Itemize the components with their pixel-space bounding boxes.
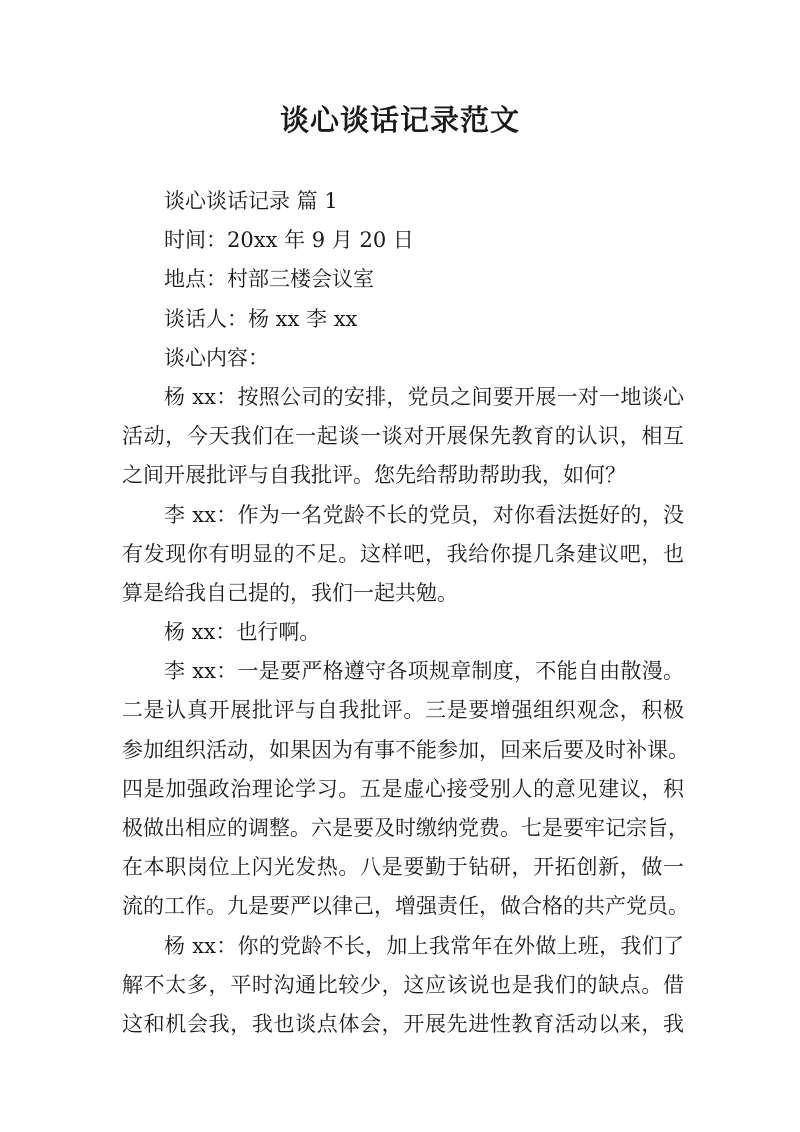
paragraph-line: 李 xx：一是要严格遵守各项规章制度，不能自由散漫。 [164, 659, 684, 684]
paragraph-line: 这和机会我，我也谈点体会，开展先进性教育活动以来，我 [122, 1011, 684, 1036]
heading-line-content-label: 谈心内容： [164, 345, 269, 370]
paragraph-line: 二是认真开展批评与自我批评。三是要增强组织观念，积极 [122, 698, 684, 723]
paragraph-line: 杨 xx：按照公司的安排，党员之间要开展一对一地谈心 [164, 384, 684, 409]
paragraph-line: 杨 xx：你的党龄不长，加上我常年在外做上班，我们了 [164, 933, 684, 958]
paragraph-3 [122, 613, 684, 652]
paragraph-5 [122, 927, 684, 1045]
heading-line-participants: 谈话人：杨 xx 李 xx [164, 306, 358, 331]
heading-line-location: 地点：村部三楼会议室 [164, 267, 374, 292]
heading-line-entry: 谈心谈话记录 篇 1 [164, 189, 338, 213]
paragraph-1 [122, 378, 684, 496]
paragraph-line: 在本职岗位上闪光发热。八是要勤于钻研，开拓创新，做一 [122, 855, 684, 880]
paragraph-2 [122, 496, 684, 614]
paragraph-line: 四是加强政治理论学习。五是虚心接受别人的意见建议，积 [122, 776, 684, 801]
paragraph-line: 杨 xx：也行啊。 [164, 620, 321, 645]
paragraph-4 [122, 652, 689, 926]
paragraph-line: 参加组织活动，如果因为有事不能参加，回来后要及时补课。 [122, 737, 689, 762]
paragraph-line: 之间开展批评与自我批评。您先给帮助帮助我，如何？ [122, 463, 626, 488]
paragraph-line: 李 xx：作为一名党龄不长的党员，对你看法挺好的，没 [164, 502, 684, 527]
paragraph-line: 流的工作。九是要严以律己，增强责任，做合格的共产党员。 [122, 894, 689, 919]
heading-line-time: 时间：20xx 年 9 月 20 日 [164, 228, 414, 253]
document-body [122, 182, 689, 1044]
paragraph-line: 活动，今天我们在一起谈一谈对开展保先教育的认识，相互 [122, 424, 684, 449]
paragraph-line: 解不太多，平时沟通比较少，这应该说也是我们的缺点。借 [122, 972, 684, 997]
paragraph-line: 算是给我自己提的，我们一起共勉。 [122, 580, 458, 605]
document-title: 谈心谈话记录范文 [279, 103, 520, 137]
paragraph-line: 极做出相应的调整。六是要及时缴纳党费。七是要牢记宗旨， [122, 816, 689, 840]
paragraph-line: 有发现你有明显的不足。这样吧，我给你提几条建议吧，也 [122, 541, 684, 566]
